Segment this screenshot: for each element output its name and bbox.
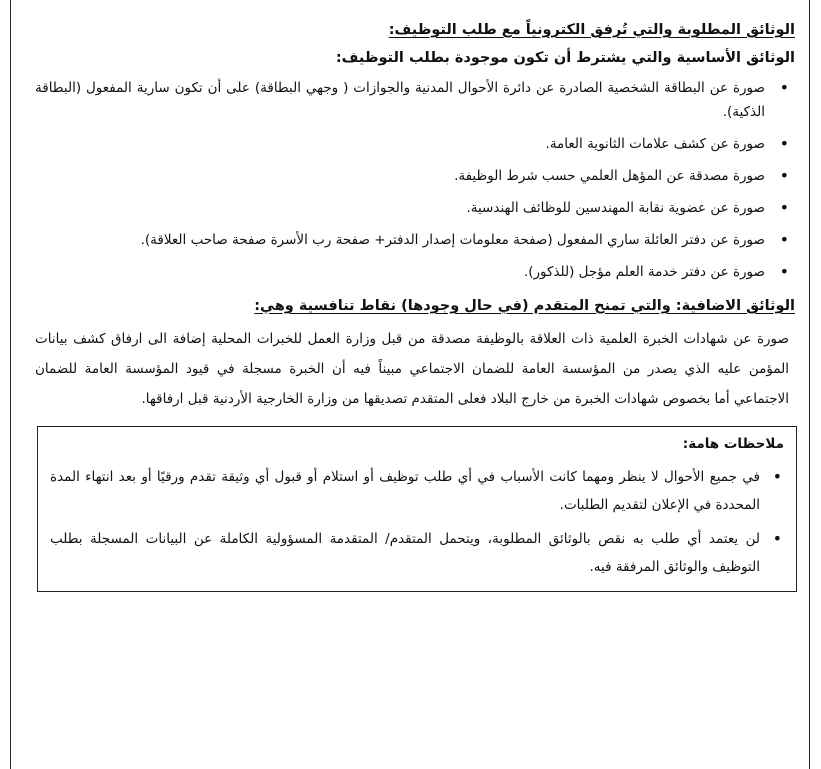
- additional-documents-heading: الوثائق الاضافية: والتي تمنح المتقدم (في حال وجودها) نقاط تنافسية وهي:: [254, 298, 795, 314]
- additional-documents-paragraph: صورة عن شهادات الخبرة العلمية ذات العلاقة بالوظيفة مصدقة من قبل وزارة العمل للخبرات المحلية إضافة الى ارفاق كشف بيانات المؤمن عليه الذي يصدر من المؤسسة العامة للضمان الاجتماعي مبيناً فيه أن الخبرة مسجلة في قيود المؤسسة العامة للضمان الاجتماعي أما بخصوص شهادات الخبرة من خارج البلاد فعلى المتقدم تصديقها من وزارة الخارجية الأردنية قبل ارفاقها.: [35, 331, 789, 407]
- list-item: • صورة عن البطاقة الشخصية الصادرة عن دائرة الأحوال المدنية والجوازات ( وجهي البطاقة) على أن تكون سارية المفعول (البطاقة الذكية).: [35, 76, 795, 124]
- list-item: • في جميع الأحوال لا ينظر ومهما كانت الأسباب في أي طلب توظيف أو استلام أو قبول أي وثيقة تقدم ورقيًا أو بعد انتهاء المدة المحددة في الإعلان لتقديم الطلبات.: [50, 463, 784, 519]
- list-item: • لن يعتمد أي طلب به نقص بالوثائق المطلوبة، ويتحمل المتقدم/ المتقدمة المسؤولية الكاملة عن البيانات المسجلة بطلب التوظيف والوثائق المرفقة فيه.: [50, 525, 784, 581]
- important-notes-box: [37, 426, 797, 592]
- list-item: • صورة مصدقة عن المؤهل العلمي حسب شرط الوظيفة.: [35, 164, 795, 188]
- basic-documents-heading: الوثائق الأساسية والتي يشترط أن تكون موجودة بطلب التوظيف:: [335, 50, 795, 66]
- basic-documents-list: [35, 76, 795, 284]
- notes-title: ملاحظات هامة:: [682, 436, 784, 452]
- list-item: • صورة عن دفتر خدمة العلم مؤجل (للذكور).: [35, 260, 795, 284]
- notes-list: [50, 463, 784, 581]
- document-page: [10, 0, 810, 769]
- document-title: الوثائق المطلوبة والتي تُرفق الكترونياً مع طلب التوظيف:: [388, 22, 795, 38]
- document-content: [35, 18, 795, 592]
- list-item: • صورة عن كشف علامات الثانوية العامة.: [35, 132, 795, 156]
- list-item: • صورة عن عضوية نقابة المهندسين للوظائف الهندسية.: [35, 196, 795, 220]
- list-item: • صورة عن دفتر العائلة ساري المفعول (صفحة معلومات إصدار الدفتر+ صفحة رب الأسرة صفحة صاحب العلاقة).: [35, 228, 795, 252]
